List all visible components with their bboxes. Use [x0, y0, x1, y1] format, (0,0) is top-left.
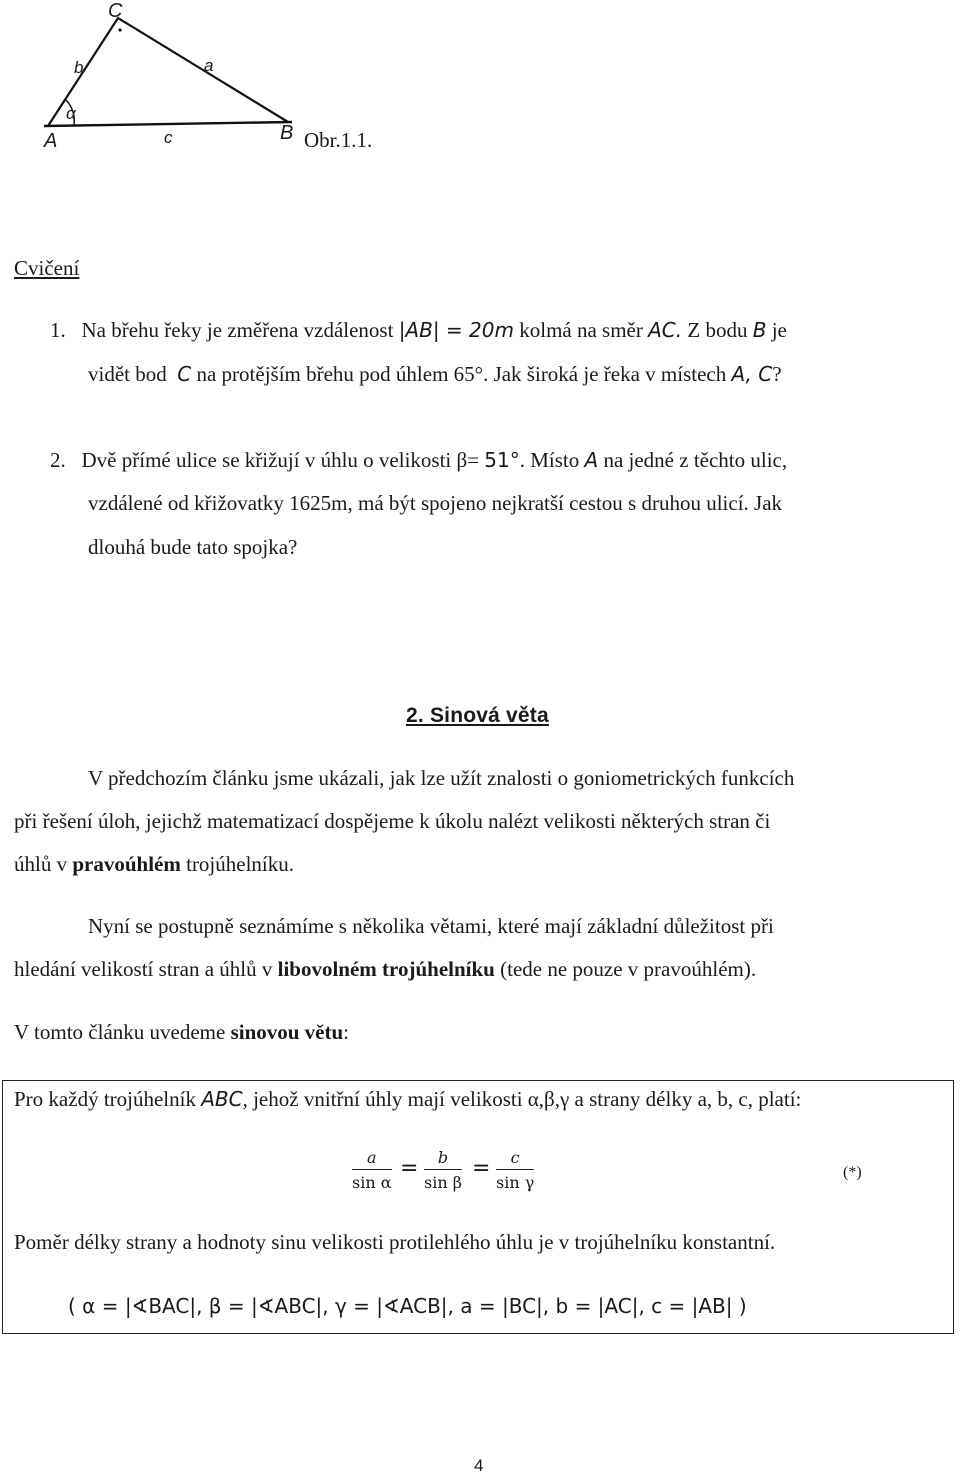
paragraph-3: V tomto článku uvedeme sinovou větu:: [14, 1020, 350, 1044]
vertex-c-label: C: [108, 0, 123, 22]
theorem-line-1: Pro každý trojúhelník ABC, jehož vnitřní úhly mají velikosti α,β,γ a strany délky a, b, c, platí:: [14, 1087, 802, 1111]
fraction-c-over-sin-gamma: $\frac{c}{\text{sin γ}}$: [496, 1148, 535, 1192]
exercise-2-number: 2.: [50, 448, 66, 472]
vertex-a-label: A: [44, 130, 58, 152]
paragraph-1-line-2: při řešení úloh, jejichž matematizací dospějeme k úkolu nalézt velikosti některých stran či: [14, 809, 771, 833]
paragraph-2-line-2: hledání velikostí stran a úhlů v libovolném trojúhelníku (tede ne pouze v pravoúhlém).: [14, 957, 757, 981]
side-a-label: a: [204, 56, 214, 75]
angle-alpha-label: α: [66, 104, 76, 123]
exercise-2-line-3: dlouhá bude tato spojka?: [88, 535, 298, 559]
exercise-2-line-1: 2. Dvě přímé ulice se křižují v úhlu o velikosti β= 51°. Místo A na jedné z těchto ulic,: [50, 448, 788, 472]
fraction-b-over-sin-beta: $\frac{b}{\text{sin β}}$: [424, 1148, 462, 1192]
figure-caption: Obr.1.1.: [304, 128, 373, 152]
page-number: 4: [474, 1456, 484, 1475]
theorem-legend: ( α = |∢BAC|, β = |∢ABC|, γ = |∢ACB|, a = |BC|, b = |AC|, c = |AB| ): [68, 1294, 747, 1318]
exercises-heading: Cvičení: [14, 256, 80, 280]
vertex-b-label: B: [280, 122, 294, 144]
exercise-1-line-2: vidět bod C na protějším břehu pod úhlem 65°. Jak široká je řeka v místech A, C?: [88, 362, 782, 386]
exercise-2-line-2: vzdálené od křižovatky 1625m, má být spojeno nejkratší cestou s druhou ulicí. Jak: [88, 491, 783, 515]
fraction-a-over-sin-alpha: $\frac{a}{\text{sin α}}$: [352, 1148, 392, 1192]
exercise-1-line-1: 1. Na břehu řeky je změřena vzdálenost |AB| = 20m kolmá na směr AC. Z bodu B je: [50, 318, 787, 342]
paragraph-1-line-1: V předchozím článku jsme ukázali, jak lze užít znalosti o goniometrických funkcích: [88, 766, 795, 790]
side-b-label: b: [74, 58, 84, 77]
section-title: 2. Sinová věta: [406, 704, 549, 727]
paragraph-1-line-3: úhlů v pravoúhlém trojúhelníku.: [14, 852, 295, 876]
equation-tag: (*): [843, 1164, 862, 1181]
side-c-label: c: [164, 128, 173, 147]
theorem-statement: Poměr délky strany a hodnoty sinu velikosti protilehlého úhlu je v trojúhelníku konstantní.: [14, 1230, 776, 1254]
equals-sign-2: =: [472, 1156, 491, 1181]
exercise-1-number: 1.: [50, 318, 66, 342]
paragraph-2-line-1: Nyní se postupně seznámíme s několika větami, které mají základní důležitost při: [88, 914, 774, 938]
equals-sign-1: =: [400, 1156, 419, 1181]
